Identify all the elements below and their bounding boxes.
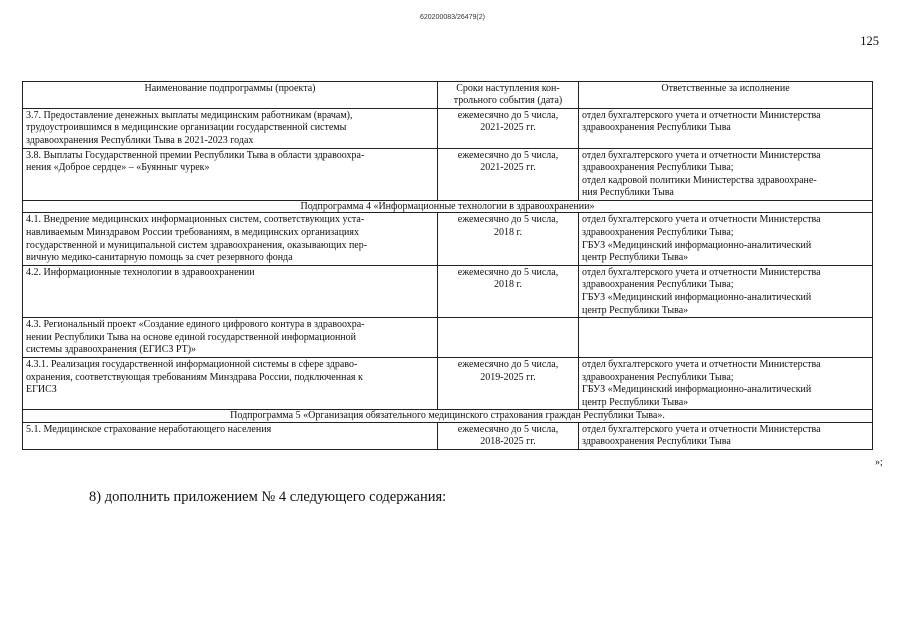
cell-name xyxy=(23,108,438,148)
cell-responsible-line: здравоохранения Республики Тыва xyxy=(582,122,731,134)
cell-name-line: вичную медико-санитарную помощь за счет резервного фонда xyxy=(26,252,293,264)
table-row xyxy=(23,422,873,449)
cell-responsible-line: ГБУЗ «Медицинский информационно-аналитический xyxy=(582,239,812,251)
cell-term-line: 2018 г. xyxy=(494,227,522,239)
cell-term xyxy=(438,213,579,265)
page-number: 125 xyxy=(860,34,879,48)
cell-name-line: навливаемым Минздравом России требованиям, в медицинских организациях xyxy=(26,227,359,239)
cell-responsible-line: центр Республики Тыва» xyxy=(582,252,689,264)
cell-term-line: ежемесячно до 5 числа, xyxy=(457,214,559,226)
cell-name-line: нении Республики Тыва на основе единой государственной информационной xyxy=(26,331,357,343)
cell-responsible-line: отдел бухгалтерского учета и отчетности Министерства xyxy=(582,214,821,226)
cell-responsible-line: отдел бухгалтерского учета и отчетности Министерства xyxy=(582,149,821,161)
column-header-responsible: Ответственные за исполнение xyxy=(579,82,873,109)
cell-responsible-line: здравоохранения Республики Тыва xyxy=(582,436,731,448)
cell-term xyxy=(438,148,579,200)
cell-term-line: ежемесячно до 5 числа, xyxy=(457,266,559,278)
cell-name-line: государственной и муниципальной систем здравоохранения, оказывающих пер- xyxy=(26,239,368,251)
cell-term-line: 2019-2025 гг. xyxy=(480,371,536,383)
cell-term-line: 2018 г. xyxy=(494,279,522,291)
column-header-name: Наименование подпрограммы (проекта) xyxy=(23,82,438,109)
cell-name-line: охранения, соответствующая требованиям Минздрава России, подключенная к xyxy=(26,371,363,383)
cell-term-line: 2021-2025 гг. xyxy=(480,162,536,174)
cell-term xyxy=(438,108,579,148)
cell-term xyxy=(438,265,579,317)
cell-term-line: ежемесячно до 5 числа, xyxy=(457,149,559,161)
cell-name-line: 4.1. Внедрение медицинских информационных систем, соответствующих уста- xyxy=(26,214,365,226)
document-code: 620200083/26479(2) xyxy=(419,14,485,21)
cell-name xyxy=(23,422,438,449)
table-row xyxy=(23,108,873,148)
cell-responsible-line: отдел кадровой политики Министерства здравоохране- xyxy=(582,174,817,186)
cell-responsible xyxy=(579,148,873,200)
table-header-row xyxy=(23,82,873,109)
cell-term xyxy=(438,358,579,410)
cell-name-line: 5.1. Медицинское страхование неработающего населения xyxy=(26,423,272,435)
table-closing-mark: »; xyxy=(875,457,883,468)
cell-responsible-line: центр Республики Тыва» xyxy=(582,304,689,316)
cell-name-line: трудоустроившимся в медицинские организации государственной системы xyxy=(26,122,347,134)
cell-responsible xyxy=(579,265,873,317)
cell-name-line: ЕГИСЗ xyxy=(26,384,57,396)
cell-term xyxy=(438,318,579,358)
subprogram-header-row xyxy=(23,200,873,213)
cell-name-line: 4.3.1. Реализация государственной информационной системы в сфере здраво- xyxy=(26,359,358,370)
cell-responsible-line: здравоохранения Республики Тыва; xyxy=(582,371,734,383)
cell-responsible-line: ГБУЗ «Медицинский информационно-аналитический xyxy=(582,292,812,304)
subprogram-title: Подпрограмма 4 «Информационные технологии в здравоохранении» xyxy=(23,200,873,213)
cell-responsible-line: центр Республики Тыва» xyxy=(582,396,689,408)
column-header-term xyxy=(438,82,579,109)
cell-term-line: 2018-2025 гг. xyxy=(480,436,536,448)
cell-name-line: 3.8. Выплаты Государственной премии Республики Тыва в области здравоохра- xyxy=(26,149,365,161)
cell-name xyxy=(23,213,438,265)
cell-responsible xyxy=(579,213,873,265)
cell-term-line: ежемесячно до 5 числа, xyxy=(457,423,559,435)
cell-responsible-line: здравоохранения Республики Тыва; xyxy=(582,162,734,174)
table-row xyxy=(23,213,873,265)
cell-responsible xyxy=(579,108,873,148)
table-row xyxy=(23,148,873,200)
cell-name-line: 3.7. Предоставление денежных выплаты медицинским работникам (врачам), xyxy=(26,109,353,121)
cell-name-line: здравоохранения Республики Тыва в 2021-2023 годах xyxy=(26,135,254,146)
cell-responsible-line: отдел бухгалтерского учета и отчетности Министерства xyxy=(582,423,821,435)
closing-text: 8) дополнить приложением № 4 следующего содержания: xyxy=(89,489,447,505)
cell-name xyxy=(23,318,438,358)
cell-term xyxy=(438,422,579,449)
cell-responsible-line: ГБУЗ «Медицинский информационно-аналитический xyxy=(582,384,812,396)
column-header-term-line: Сроки наступления кон- xyxy=(456,83,560,94)
cell-responsible-line: здравоохранения Республики Тыва; xyxy=(582,279,734,291)
cell-responsible-line: ния Республики Тыва xyxy=(582,187,674,199)
subprogram-header-row xyxy=(23,410,873,423)
cell-name-line: 4.2. Информационные технологии в здравоохранении xyxy=(26,266,255,278)
table-body xyxy=(23,108,873,449)
table-row xyxy=(23,358,873,410)
cell-name-line: системы здравоохранения (ЕГИСЗ РТ)» xyxy=(26,344,197,356)
cell-name-line: нения «Доброе сердце» – «Буянныг чурек» xyxy=(26,162,210,174)
cell-name xyxy=(23,265,438,317)
cell-term-line: ежемесячно до 5 числа, xyxy=(457,109,559,121)
cell-responsible-line: отдел бухгалтерского учета и отчетности Министерства xyxy=(582,109,821,121)
cell-name-line: 4.3. Региональный проект «Создание единого цифрового контура в здравоохра- xyxy=(26,319,365,331)
subprogram-title: Подпрограмма 5 «Организация обязательного медицинского страхования граждан Республики Тыва». xyxy=(23,410,873,423)
table-row xyxy=(23,318,873,358)
cell-responsible-line: здравоохранения Республики Тыва; xyxy=(582,227,734,239)
cell-name xyxy=(23,358,438,410)
cell-responsible xyxy=(579,422,873,449)
cell-responsible-line: отдел бухгалтерского учета и отчетности Министерства xyxy=(582,266,821,278)
table-row xyxy=(23,265,873,317)
cell-name xyxy=(23,148,438,200)
cell-responsible xyxy=(579,318,873,358)
cell-term-line: ежемесячно до 5 числа, xyxy=(457,359,559,370)
cell-term-line: 2021-2025 гг. xyxy=(480,122,536,134)
cell-responsible-line: отдел бухгалтерского учета и отчетности Министерства xyxy=(582,359,821,370)
cell-responsible xyxy=(579,358,873,410)
subprogram-table xyxy=(22,81,873,450)
column-header-term-line: трольного события (дата) xyxy=(453,95,563,107)
